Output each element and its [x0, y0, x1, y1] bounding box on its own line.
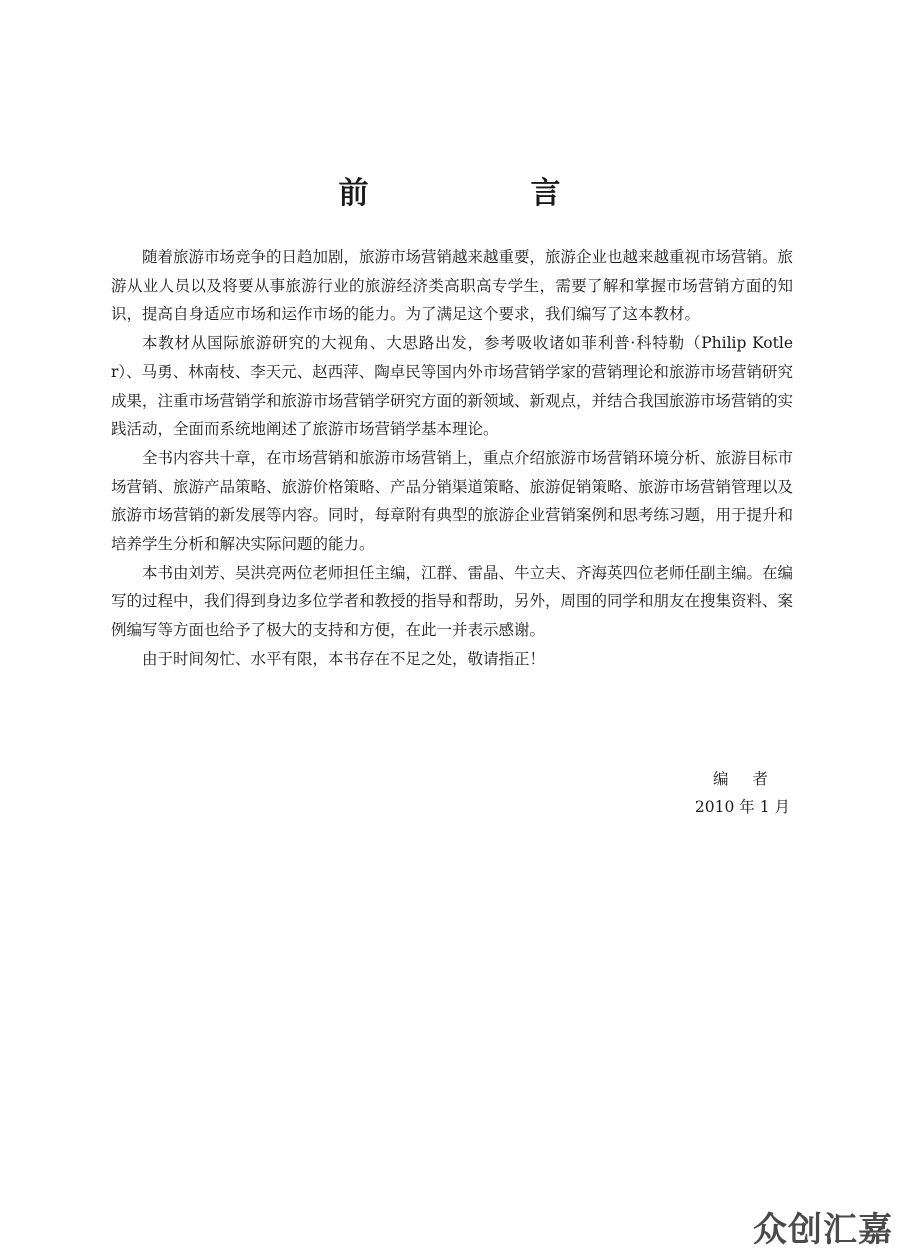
paragraph: 本教材从国际旅游研究的大视角、大思路出发，参考吸收诸如菲利普·科特勒（Philip Kotler）、马勇、林南枝、李天元、赵西萍、陶卓民等国内外市场营销学家的营销理论和旅游市场营销研究成果，注重市场营销学和旅游市场营销学研究方面的新领域、新观点，并结合我国旅游市场营销的实践活动，全面而系统地阐述了旅游市场营销学基本理论。: [111, 334, 794, 439]
paragraph: 随着旅游市场竞争的日趋加剧，旅游市场营销越来越重要，旅游企业也越来越重视市场营销。旅游从业人员以及将要从事旅游行业的旅游经济类高职高专学生，需要了解和掌握市场营销方面的知识，提高自身适应市场和运作市场的能力。为了满足这个要求，我们编写了这本教材。: [111, 248, 794, 324]
watermark-logo: 众创汇嘉: [753, 1210, 893, 1250]
signature-block: [560, 765, 790, 821]
signature-author: 编者: [712, 770, 792, 788]
preface-body: [111, 243, 793, 674]
page-title: 前 言: [338, 176, 627, 211]
signature-date: 2010 年 1 月: [694, 798, 790, 816]
paragraph: 本书由刘芳、吴洪亮两位老师担任主编，江群、雷晶、牛立夫、齐海英四位老师任副主编。在编写的过程中，我们得到身边多位学者和教授的指导和帮助，另外，周围的同学和朋友在搜集资料、案例编写等方面也给予了极大的支持和方便，在此一并表示感谢。: [111, 563, 794, 640]
paragraph: 由于时间匆忙、水平有限，本书存在不足之处，敬请指正！: [142, 649, 546, 668]
paragraph: 全书内容共十章，在市场营销和旅游市场营销上，重点介绍旅游市场营销环境分析、旅游目标市场营销、旅游产品策略、旅游价格策略、产品分销渠道策略、旅游促销策略、旅游市场营销管理以及旅游市场营销的新发展等内容。同时，每章附有典型的旅游企业营销案例和思考练习题，用于提升和培养学生分析和解决实际问题的能力。: [111, 448, 794, 554]
